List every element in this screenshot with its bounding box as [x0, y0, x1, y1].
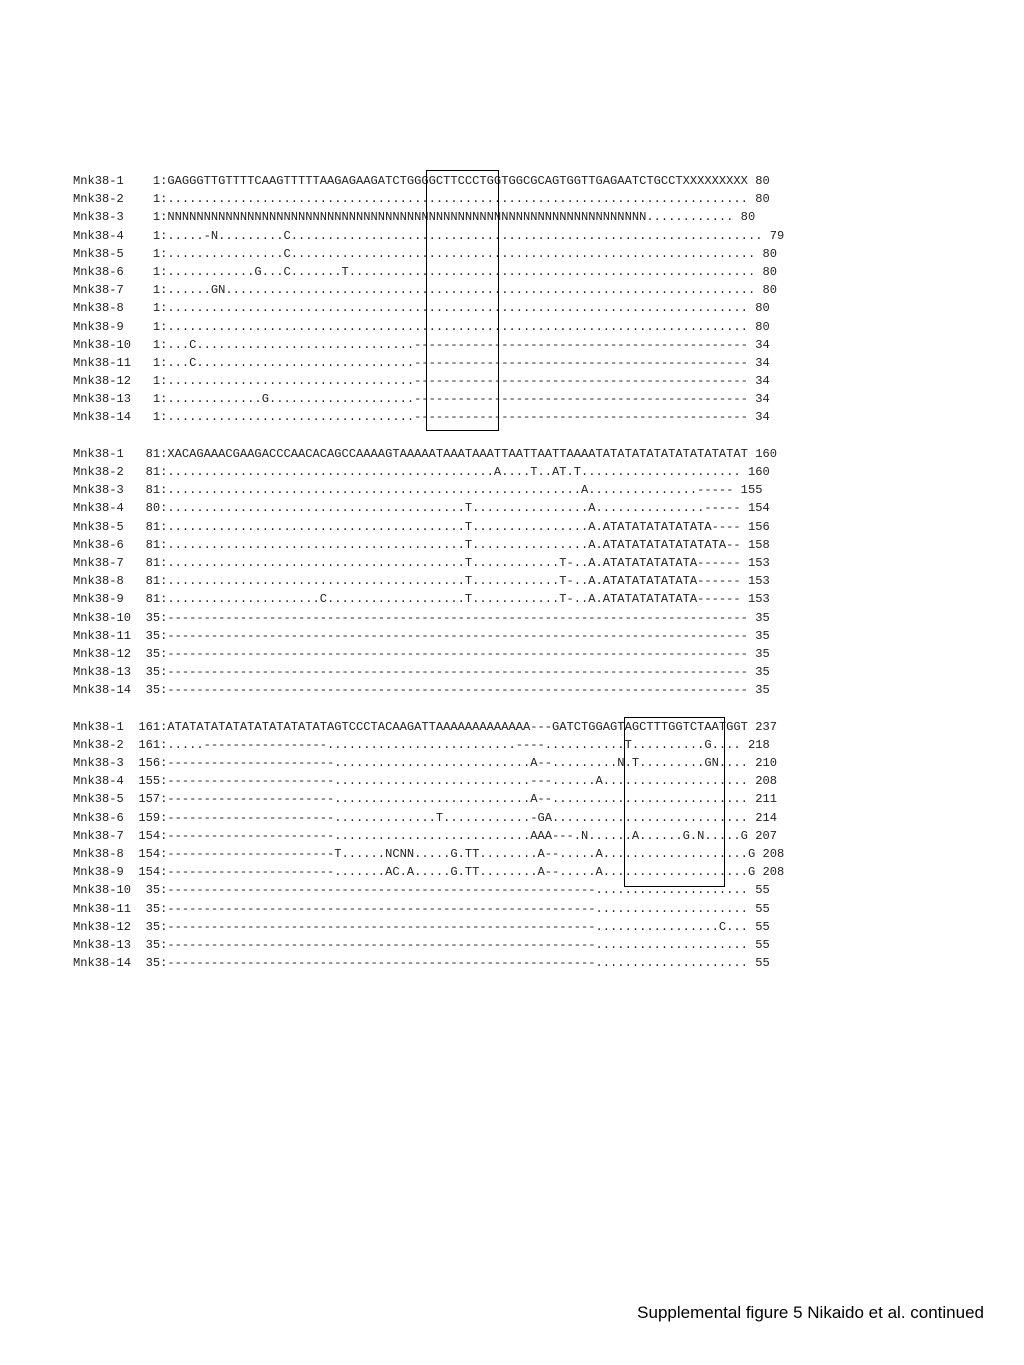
- alignment-block: [73, 718, 973, 973]
- alignment-row: Mnk38-6 159:-----------------------..............T............-GA........................... 214: [73, 810, 777, 825]
- alignment-row: Mnk38-12 35:-------------------------------------------------------------------------------- 35: [73, 646, 770, 661]
- alignment-row: Mnk38-10 1:...C..............................---------------------------------------------- 34: [73, 337, 770, 352]
- alignment-row: Mnk38-5 81:.........................................T................A.ATATATATATATATA---- 156: [73, 519, 770, 534]
- alignment-row: Mnk38-11 35:-----------------------------------------------------------..................... 55: [73, 901, 770, 916]
- alignment-row: Mnk38-7 1:......GN......................................................................... 80: [73, 283, 777, 298]
- alignment-row: Mnk38-14 1:..................................---------------------------------------------- 34: [73, 410, 770, 425]
- figure-caption: Supplemental figure 5 Nikaido et al. continued: [637, 1303, 984, 1322]
- alignment-row: Mnk38-13 35:-----------------------------------------------------------..................... 55: [73, 937, 770, 952]
- alignment-row: Mnk38-4 80:.........................................T................A...............----- 154: [73, 501, 770, 516]
- alignment-row: Mnk38-12 35:-----------------------------------------------------------.................C... 55: [73, 919, 770, 934]
- alignment-row: Mnk38-8 154:-----------------------T......NCNN.....G.TT........A--.....A....................G 208: [73, 846, 785, 861]
- alignment-row: Mnk38-5 157:-----------------------...........................A--........................... 211: [73, 792, 777, 807]
- alignment-row: Mnk38-1 1:GAGGGTTGTTTTCAAGTTTTTAAGAGAAGATCTGGGGCTTCCCTGGTGGCGCAGTGGTTGAGAATCTGCCTXXXXXXXXX 80: [73, 174, 770, 188]
- sequence-alignment: [73, 172, 973, 990]
- alignment-row: Mnk38-4 1:.....-N.........C................................................................. 79: [73, 228, 785, 243]
- alignment-block: [73, 445, 973, 700]
- alignment-row: Mnk38-6 1:............G...C.......T........................................................ 80: [73, 264, 777, 279]
- alignment-row: Mnk38-13 35:-------------------------------------------------------------------------------- 35: [73, 665, 770, 680]
- alignment-row: Mnk38-1 81:XACAGAAACGAAGACCCAACACAGCCAAAAGTAAAAATAAATAAATTAATTAATTAAAATATATATATATATATATATAT 160: [73, 446, 777, 461]
- alignment-row: Mnk38-8 1:................................................................................ 80: [73, 301, 770, 316]
- alignment-row: Mnk38-11 1:...C..............................---------------------------------------------- 34: [73, 355, 770, 370]
- alignment-row: Mnk38-8 81:.........................................T............T-..A.ATATATATATATA------ 153: [73, 574, 770, 589]
- alignment-row: Mnk38-14 35:-------------------------------------------------------------------------------- 35: [73, 683, 770, 698]
- alignment-row: Mnk38-1 161:ATATATATATATATATATATATAGTCCCTACAAGATTAAAAAAAAAAAAA---GATCTGGAGTAGCTTTGGTCTAATGGT 237: [73, 719, 777, 734]
- alignment-row: Mnk38-10 35:-------------------------------------------------------------------------------- 35: [73, 610, 770, 625]
- alignment-row: Mnk38-7 154:-----------------------...........................AAA---.N......A......G.N.....G 207: [73, 828, 777, 843]
- alignment-row: Mnk38-11 35:-------------------------------------------------------------------------------- 35: [73, 628, 770, 643]
- alignment-row: Mnk38-6 81:.........................................T................A.ATATATATATATATATA-- 158: [73, 537, 770, 552]
- alignment-row: Mnk38-2 81:.............................................A....T..AT.T...................... 160: [73, 465, 770, 479]
- alignment-row: Mnk38-2 1:................................................................................ 80: [73, 192, 770, 207]
- alignment-row: Mnk38-3 81:.........................................................A...............----- 155: [73, 483, 763, 498]
- alignment-row: Mnk38-12 1:..................................---------------------------------------------- 34: [73, 374, 770, 389]
- alignment-row: Mnk38-10 35:-----------------------------------------------------------..................... 55: [73, 883, 770, 898]
- alignment-row: Mnk38-5 1:................C................................................................ 80: [73, 246, 777, 261]
- alignment-row: Mnk38-7 81:.........................................T............T-..A.ATATATATATATA------ 153: [73, 555, 770, 570]
- alignment-row: Mnk38-14 35:-----------------------------------------------------------..................... 55: [73, 956, 770, 971]
- alignment-row: Mnk38-9 154:-----------------------.......AC.A.....G.TT........A--.....A....................G 208: [73, 865, 785, 880]
- alignment-row: Mnk38-3 156:-----------------------...........................A--.........N.T.........GN.... 210: [73, 756, 777, 770]
- alignment-row: Mnk38-13 1:.............G....................---------------------------------------------- 34: [73, 392, 770, 407]
- alignment-row: Mnk38-3 1:NNNNNNNNNNNNNNNNNNNNNNNNNNNNNNNNNNNNNNNNNNNNNNNNNNNNNNNNNNNNNNNNNN............ 80: [73, 210, 756, 225]
- alignment-row: Mnk38-2 161:.....-----------------..........................----...........T..........G.... 218: [73, 737, 770, 752]
- alignment-row: Mnk38-9 1:................................................................................ 80: [73, 319, 770, 334]
- alignment-row: Mnk38-4 155:-----------------------...........................---......A.................... 208: [73, 774, 777, 789]
- alignment-block: [73, 172, 973, 427]
- alignment-row: Mnk38-9 81:.....................C...................T............T-..A.ATATATATATATA------ 153: [73, 592, 770, 607]
